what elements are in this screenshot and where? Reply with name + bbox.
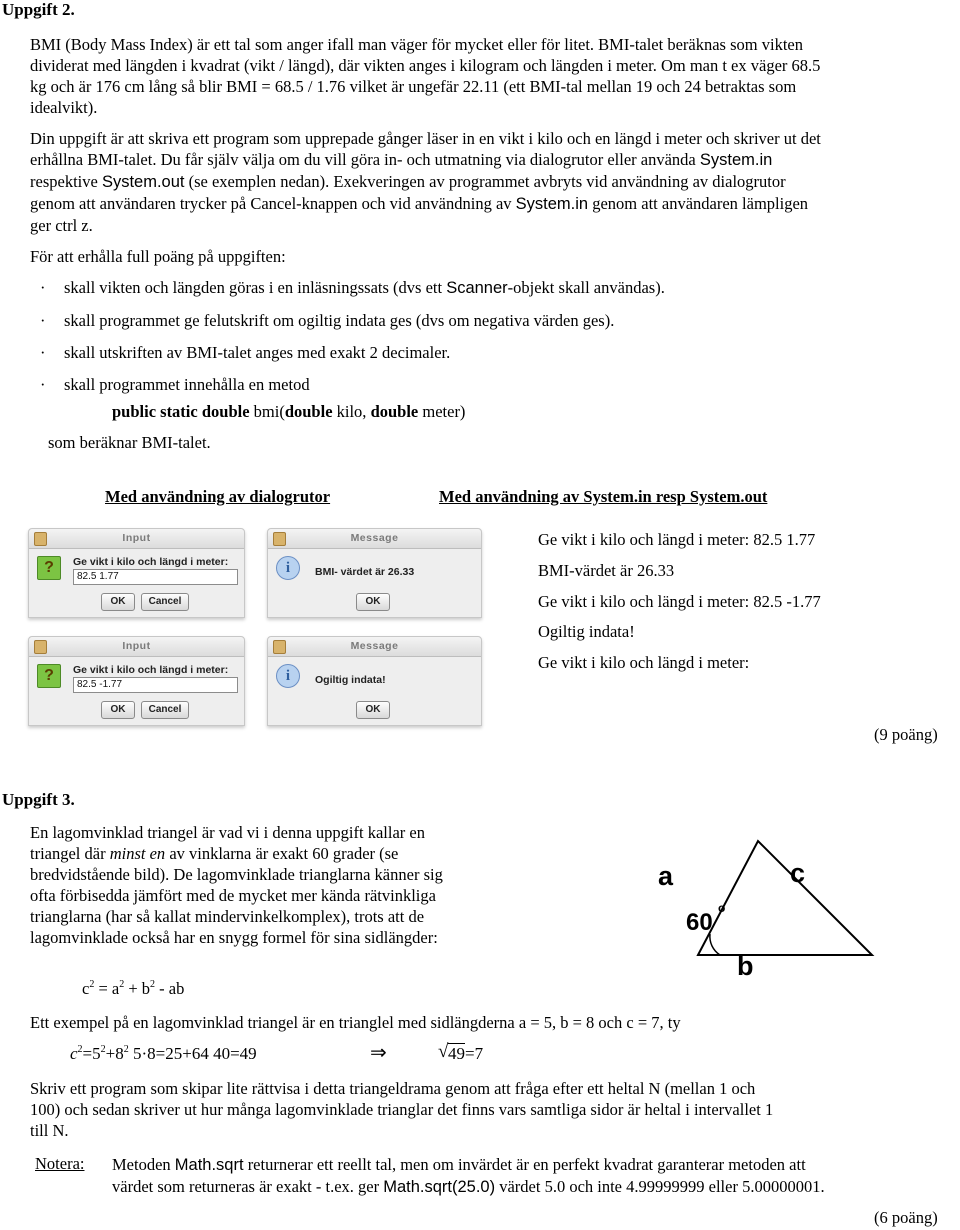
law-of-cosines-formula: $c^2 = a^2 + b^2$ - ab bbox=[82, 979, 185, 998]
note-label: Notera: bbox=[35, 1154, 85, 1173]
requirement-4: skall programmet innehålla en metod bbox=[64, 375, 310, 394]
bullet: · bbox=[40, 343, 46, 362]
side-label-b: b bbox=[737, 951, 754, 981]
console-line: Ogiltig indata! bbox=[538, 622, 635, 641]
para-line: trianglarna (har så kallat mindervinkelkomplex), trots att de bbox=[30, 907, 425, 926]
note-text bbox=[112, 1154, 825, 1198]
sqrt-expression: √ 49=7 bbox=[438, 1041, 484, 1063]
para-line: erhållna BMI-talet. Du får själv välja om du vill göra in- och utmatning via dialogrutor eller använda System.in bbox=[30, 150, 773, 169]
question-icon: ? bbox=[37, 664, 61, 688]
side-label-a: a bbox=[658, 861, 674, 891]
info-icon: i bbox=[276, 556, 300, 580]
bullet: · bbox=[40, 375, 46, 394]
note-line: värdet som returneras är exakt - t.ex. ger Math.sqrt(25.0) värdet 5.0 och inte 4.99999999 eller 5.00000001. bbox=[112, 1177, 825, 1196]
dialog-titlebar[interactable] bbox=[268, 529, 481, 549]
dialog-titlebar[interactable] bbox=[29, 637, 244, 657]
console-line: Ge vikt i kilo och längd i meter: 82.5 1.77 bbox=[538, 530, 816, 549]
para-line: Din uppgift är att skriva ett program som upprepade gånger läser in en vikt i kilo och en längd i meter och skriver ut det bbox=[30, 129, 821, 148]
para-line: triangel där minst en av vinklarna är exakt 60 grader (se bbox=[30, 844, 399, 863]
input-field[interactable]: 82.5 1.77 bbox=[73, 569, 238, 585]
para-line: 100) och sedan skriver ut hur många lagomvinklade trianglar det finns vars samtliga sidor är heltal i intervallet 1 bbox=[30, 1100, 774, 1119]
para-line: till N. bbox=[30, 1121, 69, 1140]
ok-button[interactable]: OK bbox=[356, 701, 390, 719]
degree-symbol: o bbox=[718, 901, 726, 915]
dialog-title: Input bbox=[122, 532, 151, 544]
para-line: lagomvinklade också har en snygg formel för sina sidlängder: bbox=[30, 928, 438, 947]
task3-points: (6 poäng) bbox=[874, 1208, 938, 1227]
para-line: genom att användaren trycker på Cancel-knappen och vid användning av System.in genom att användaren lämpligen bbox=[30, 194, 809, 213]
message-text: Ogiltig indata! bbox=[315, 674, 386, 686]
para-line: BMI (Body Mass Index) är ett tal som anger ifall man väger för mycket eller för litet. BMI-talet beräknas som vikten bbox=[30, 35, 803, 54]
angle-label: 60 bbox=[686, 909, 713, 936]
bullet: · bbox=[40, 311, 46, 330]
para-line: ger ctrl z. bbox=[30, 216, 93, 235]
console-line: Ge vikt i kilo och längd i meter: 82.5 -1.77 bbox=[538, 592, 821, 611]
para-line: bredvidstående bild). De lagomvinklade trianglarna känner sig bbox=[30, 865, 443, 884]
info-icon: i bbox=[276, 664, 300, 688]
dialog-title: Message bbox=[350, 532, 399, 544]
dialog-title: Message bbox=[350, 640, 399, 652]
task3-assignment-paragraph bbox=[30, 1078, 773, 1141]
ok-button[interactable]: OK bbox=[101, 593, 135, 611]
dialog-titlebar[interactable] bbox=[268, 637, 481, 657]
bullet: · bbox=[40, 278, 46, 297]
task3-intro-paragraph bbox=[30, 822, 443, 948]
task2-heading: Uppgift 2. bbox=[2, 0, 75, 19]
requirement-3: skall utskriften av BMI-talet anges med exakt 2 decimaler. bbox=[64, 343, 451, 362]
dialog-section-heading: Med användning av dialogrutor bbox=[105, 487, 331, 506]
implies-arrow: ⇒ bbox=[370, 1042, 387, 1064]
console-section-heading: Med användning av System.in resp System.out bbox=[439, 487, 768, 506]
example-text: Ett exempel på en lagomvinklad triangel är en trianglel med sidlängderna a = 5, b = 8 och c = 7, ty bbox=[30, 1013, 681, 1032]
message-dialog-2 bbox=[267, 636, 482, 726]
input-field[interactable]: 82.5 -1.77 bbox=[73, 677, 238, 693]
cancel-button[interactable]: Cancel bbox=[141, 701, 189, 719]
input-dialog-1 bbox=[28, 528, 245, 618]
sqrt-symbol: √ 49 bbox=[438, 1041, 465, 1063]
para-line: Skriv ett program som skipar lite rättvisa i detta triangeldrama genom att fråga efter ett heltal N (mellan 1 och bbox=[30, 1079, 756, 1098]
para-line: respektive System.out (se exemplen nedan). Exekveringen av programmet avbryts vid användning av dialogrutor bbox=[30, 172, 786, 191]
requirement-2: skall programmet ge felutskrift om ogiltig indata ges (dvs om negativa värden ges). bbox=[64, 311, 615, 330]
note-line: Metoden Math.sqrt returnerar ett reellt tal, men om invärdet är en perfekt kvadrat garanterar metoden att bbox=[112, 1155, 806, 1174]
para-line: kg och är 176 cm lång så blir BMI = 68.5 / 1.76 vilket är ungefär 22.11 (ett BMI-tal mellan 19 och 24 betraktas som bbox=[30, 77, 797, 96]
input-prompt: Ge vikt i kilo och längd i meter: bbox=[73, 664, 229, 676]
para-line: dividerat med längden i kvadrat (vikt / längd), där vikten anges i kilogram och längden i meter. Om man t ex väger 68.5 bbox=[30, 56, 821, 75]
requirements-intro: För att erhålla full poäng på uppgiften: bbox=[30, 247, 286, 266]
dialog-titlebar[interactable] bbox=[29, 529, 244, 549]
message-text: BMI- värdet är 26.33 bbox=[315, 566, 415, 578]
example-formula: $c^2=5^2+8^2$ 5·8=25+64 40=49 bbox=[70, 1044, 257, 1063]
para-line: ofta förbisedda jämfört med de mycket mer kända rätvinkliga bbox=[30, 886, 436, 905]
task2-points: (9 poäng) bbox=[874, 725, 938, 744]
input-dialog-2 bbox=[28, 636, 245, 726]
method-signature: public static double bmi(double kilo, double meter) bbox=[112, 402, 466, 421]
ok-button[interactable]: OK bbox=[356, 593, 390, 611]
para-line: idealvikt). bbox=[30, 98, 98, 117]
console-line: BMI-värdet är 26.33 bbox=[538, 561, 675, 580]
cancel-button[interactable]: Cancel bbox=[141, 593, 189, 611]
dialog-title: Input bbox=[122, 640, 151, 652]
angle-arc bbox=[710, 934, 720, 955]
console-line: Ge vikt i kilo och längd i meter: bbox=[538, 653, 750, 672]
task3-heading: Uppgift 3. bbox=[2, 790, 75, 809]
task2-intro-paragraph bbox=[30, 34, 820, 118]
requirement-4-end: som beräknar BMI-talet. bbox=[48, 433, 211, 452]
side-label-c: c bbox=[790, 858, 806, 888]
question-icon: ? bbox=[37, 556, 61, 580]
input-prompt: Ge vikt i kilo och längd i meter: bbox=[73, 556, 229, 568]
para-line: En lagomvinklad triangel är vad vi i denna uppgift kallar en bbox=[30, 823, 425, 842]
ok-button[interactable]: OK bbox=[101, 701, 135, 719]
requirement-1: skall vikten och längden göras i en inläsningssats (dvs ett Scanner-objekt skall användas). bbox=[64, 278, 665, 297]
task2-assignment-paragraph bbox=[30, 128, 821, 236]
triangle-shape bbox=[698, 841, 872, 955]
message-dialog-1 bbox=[267, 528, 482, 618]
triangle-figure bbox=[640, 815, 890, 985]
